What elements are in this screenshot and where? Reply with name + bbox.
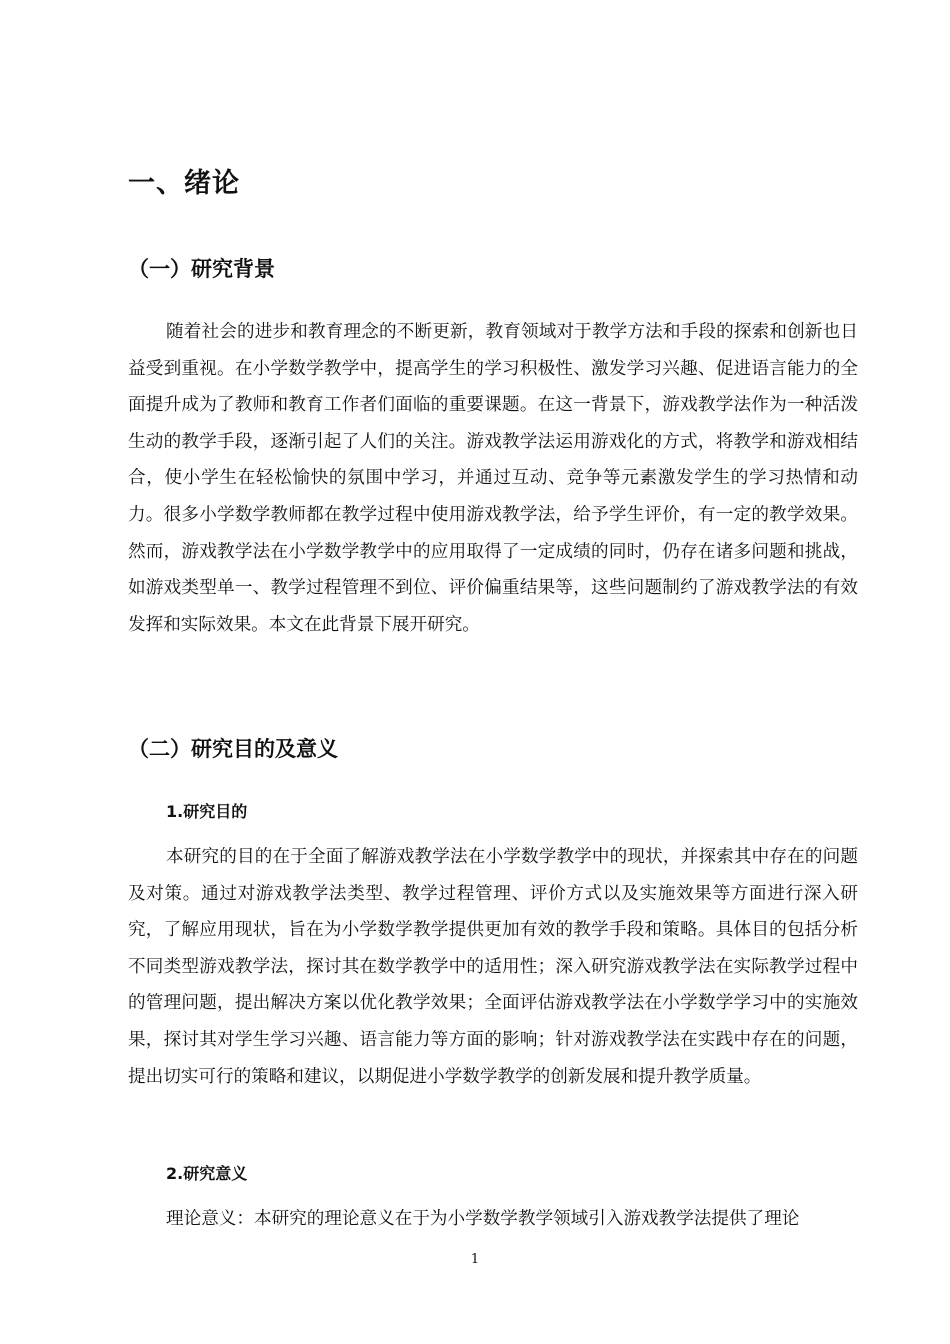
chapter-heading: 一、绪论 [128,168,240,199]
section-heading-purpose-significance: （二）研究目的及意义 [128,737,338,761]
subsection-heading-purpose: 1.研究目的 [166,802,248,821]
background-paragraph: 随着社会的进步和教育理念的不断更新，教育领域对于教学方法和手段的探索和创新也日益受到重视。在小学数学教学中，提高学生的学习积极性、激发学习兴趣、促进语言能力的全面提升成为了教师和教育工作者们面临的重要课题。在这一背景下，游戏教学法作为一种活泼生动的教学手段，逐渐引起了人们的关注。游戏教学法运用游戏化的方式，将教学和游戏相结合，使小学生在轻松愉快的氛围中学习，并通过互动、竞争等元素激发学生的学习热情和动力。很多小学数学教师都在教学过程中使用游戏教学法，给予学生评价，有一定的教学效果。然而，游戏教学法在小学数学教学中的应用取得了一定成绩的同时，仍存在诸多问题和挑战，如游戏类型单一、教学过程管理不到位、评价偏重结果等，这些问题制约了游戏教学法的有效发挥和实际效果。本文在此背景下展开研究。 [128,322,858,635]
purpose-paragraph: 本研究的目的在于全面了解游戏教学法在小学数学教学中的现状，并探索其中存在的问题及对策。通过对游戏教学法类型、教学过程管理、评价方式以及实施效果等方面进行深入研究，了解应用现状，旨在为小学数学教学提供更加有效的教学手段和策略。具体目的包括分析不同类型游戏教学法，探讨其在数学教学中的适用性；深入研究游戏教学法在实际教学过程中的管理问题，提出解决方案以优化教学效果；全面评估游戏教学法在小学数学学习中的实施效果，探讨其对学生学习兴趣、语言能力等方面的影响；针对游戏教学法在实践中存在的问题，提出切实可行的策略和建议，以期促进小学数学教学的创新发展和提升教学质量。 [128,847,858,1087]
page-number: 1 [470,1252,480,1267]
significance-paragraph: 理论意义：本研究的理论意义在于为小学数学教学领域引入游戏教学法提供了理论 [166,1209,800,1229]
section-heading-background: （一）研究背景 [128,257,275,281]
subsection-heading-significance: 2.研究意义 [166,1164,248,1183]
